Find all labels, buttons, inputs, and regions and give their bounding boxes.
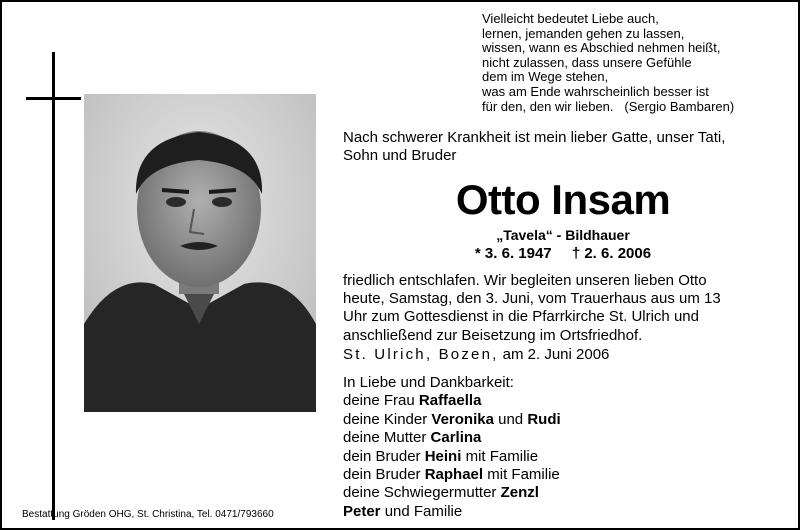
family-line: deine Schwiegermutter Zenzl [343,484,539,502]
intro-line-2: Sohn und Bruder [343,147,457,164]
portrait-illustration [84,94,316,412]
family-line: dein Bruder Raphael mit Familie [343,466,560,484]
deceased-name: Otto Insam [455,176,671,223]
family-line: deine Kinder Veronika und Rudi [343,410,561,428]
date: am 2. Juni 2006 [502,346,610,363]
poem-quote: Vielleicht bedeutet Liebe auch, lernen, jemanden gehen zu lassen, wissen, wann es Abschied nehmen heißt, nicht zulassen, dass unsere Gefühle dem im Wege stehen, was am Ende wahrscheinlich besser ist für den, den wir lieben. (Sergio Bambaren) [482,11,735,114]
death-date: † 2. 6. 2006 [571,245,652,262]
family-heading: In Liebe und Dankbarkeit: [343,374,514,391]
cross-icon-vertical [52,52,55,520]
birth-date: * 3. 6. 1947 [474,245,552,262]
place-and-date [343,346,609,363]
portrait-photo [84,94,316,412]
family-line: deine Frau Raffaella [343,392,482,410]
family-list [343,374,561,521]
family-line: deine Mutter Carlina [343,429,482,447]
place: St. Ulrich, Bozen, [343,346,499,363]
details-line-2: heute, Samstag, den 3. Juni, vom Trauerhaus aus um 13 [343,290,721,308]
details-line-1: friedlich entschlafen. Wir begleiten unseren lieben Otto [343,272,707,289]
details-line-3: Uhr zum Gottesdienst in die Pfarrkirche St. Ulrich und [343,308,699,326]
funeral-details [343,272,721,345]
cross-icon-horizontal [26,97,81,100]
family-line: dein Bruder Heini mit Familie [343,447,539,465]
deceased-nickname: „Tavela“ - Bildhauer [496,227,630,243]
family-line: Peter und Familie [343,502,463,520]
funeral-home-footer: Bestattung Gröden OHG, St. Christina, Tel. 0471/793660 [22,509,274,520]
details-line-4: anschließend zur Beisetzung im Ortsfriedhof. [343,326,643,344]
announcement-intro [343,129,725,165]
intro-line-1: Nach schwerer Krankheit ist mein lieber Gatte, unser Tati, [343,129,726,146]
life-dates [343,245,783,262]
